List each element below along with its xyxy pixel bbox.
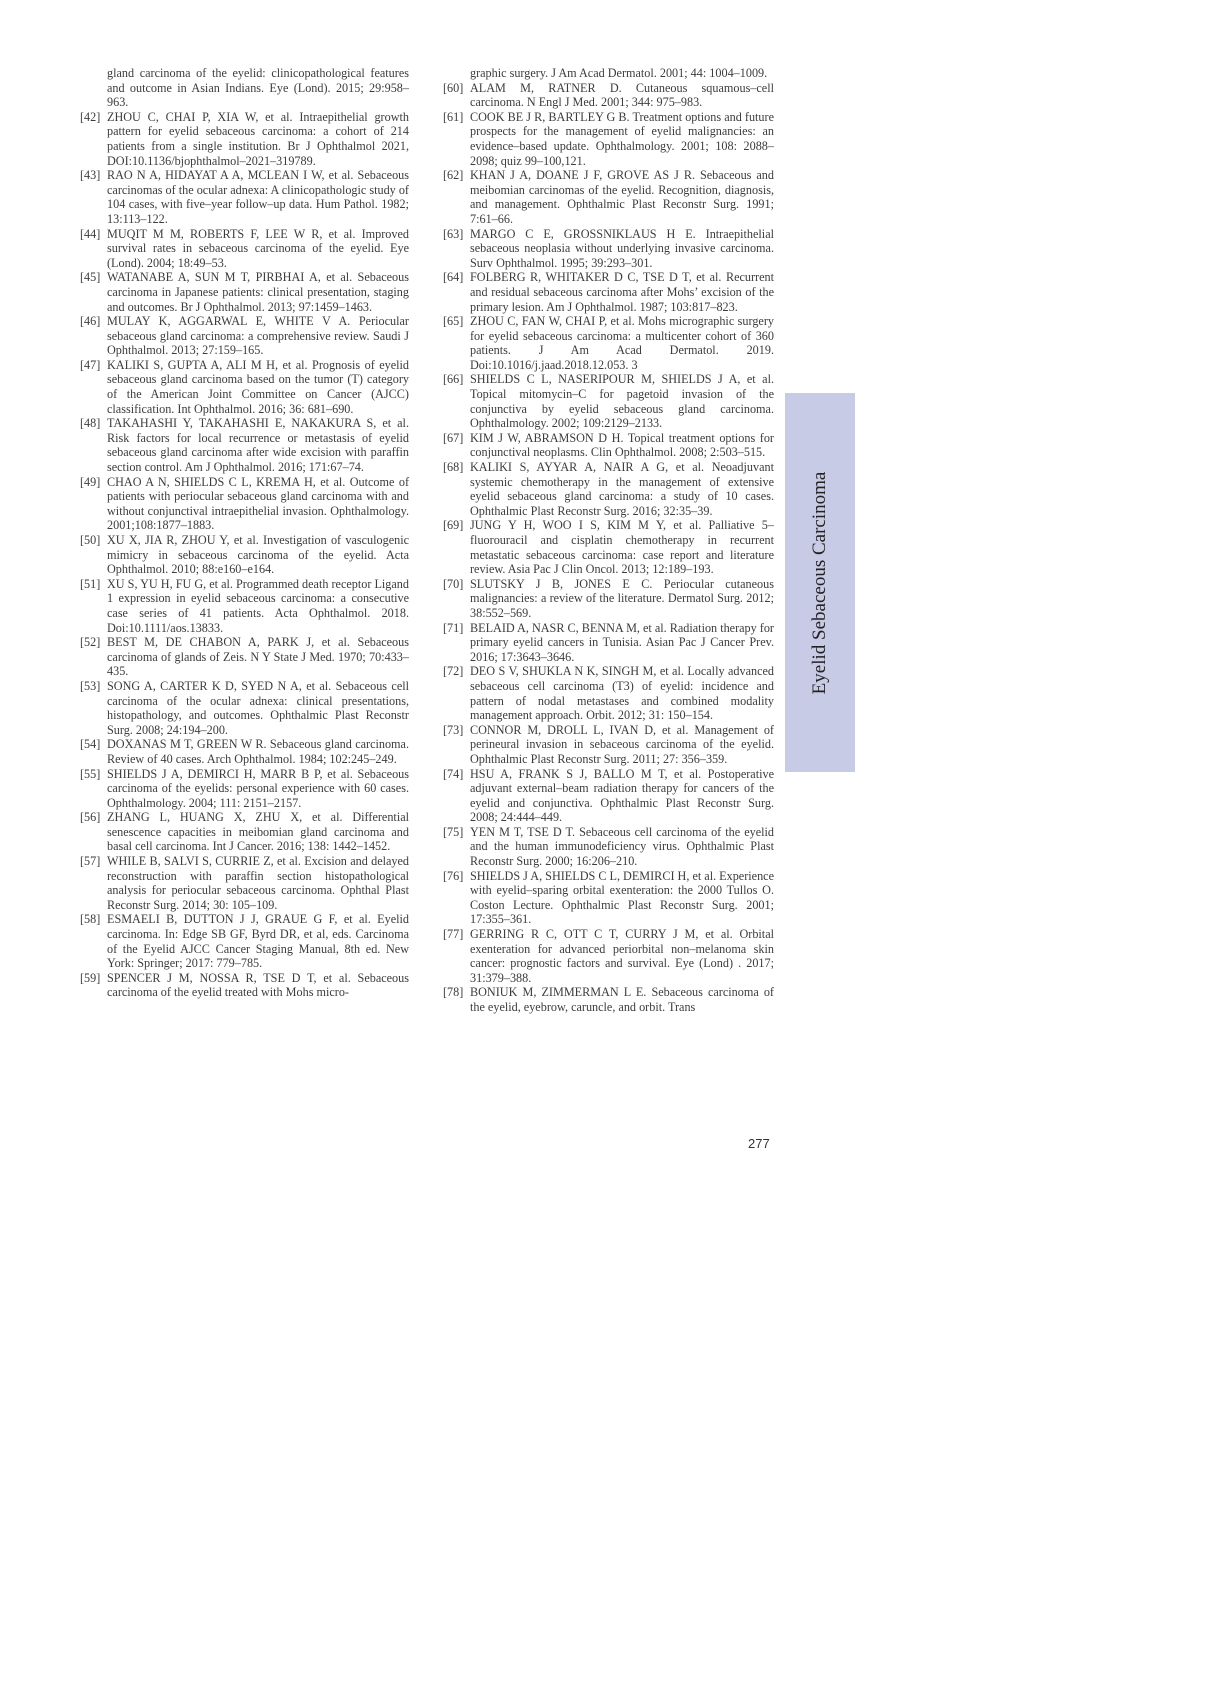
reference-text: KALIKI S, GUPTA A, ALI M H, et al. Prognosis of eyelid sebaceous gland carcinoma based on the tumor (T) category of the American Joint Committee on Cancer (AJCC) classification. Int Ophthalmol. 2016; 36: 681–690. [107, 357, 409, 416]
reference-number: [52] [80, 635, 101, 650]
reference-text: COOK BE J R, BARTLEY G B. Treatment options and future prospects for the management of eyelid malignancies: an evidence–based update. Ophthalmology. 2001; 108: 2088–2098; quiz 99–100,121. [470, 109, 774, 168]
reference-text: ESMAELI B, DUTTON J J, GRAUE G F, et al. Eyelid carcinoma. In: Edge SB GF, Byrd DR, et al, eds. Carcinoma of the Eyelid AJCC Cancer Staging Manual, 8th ed. New York: Springer; 2017: 779–785. [107, 912, 409, 971]
reference-entry [80, 416, 409, 474]
reference-number: [66] [443, 372, 464, 387]
reference-number: [44] [80, 226, 101, 241]
reference-text: YEN M T, TSE D T. Sebaceous cell carcinoma of the eyelid and the human immunodeficiency virus. Ophthalmic Plast Reconstr Surg. 2000; 16:206–210. [470, 824, 774, 869]
reference-number: [59] [80, 970, 101, 985]
reference-number: [49] [80, 474, 101, 489]
reference-number: [69] [443, 518, 464, 533]
reference-number: [48] [80, 416, 101, 431]
reference-entry [80, 270, 409, 314]
reference-text: JUNG Y H, WOO I S, KIM M Y, et al. Palliative 5–fluorouracil and cisplatin chemotherapy in recurrent metastatic sebaceous carcinoma: case report and literature review. Asia Pac J Clin Oncol. 2013; 12:189–193. [470, 518, 774, 577]
reference-number: [58] [80, 912, 101, 927]
reference-number: [61] [443, 109, 464, 124]
reference-number: [55] [80, 766, 101, 781]
reference-number: [71] [443, 620, 464, 635]
reference-entry [80, 314, 409, 358]
reference-number: [46] [80, 314, 101, 329]
reference-entry [80, 971, 409, 1000]
reference-text: SHIELDS C L, NASERIPOUR M, SHIELDS J A, et al. Topical mitomycin–C for pagetoid invasion of the conjunctiva by eyelid sebaceous gland carcinoma. Ophthalmology. 2002; 109:2129–2133. [470, 372, 774, 431]
reference-text: KALIKI S, AYYAR A, NAIR A G, et al. Neoadjuvant systemic chemotherapy in the management of extensive eyelid sebaceous gland carcinoma: a study of 10 cases. Ophthalmic Plast Reconstr Surg. 2016; 32:35–39. [470, 460, 774, 518]
reference-number: [57] [80, 854, 101, 869]
reference-number: [56] [80, 810, 101, 825]
reference-number: [51] [80, 576, 101, 591]
reference-text: ZHANG L, HUANG X, ZHU X, et al. Differential senescence capacities in meibomian gland carcinoma and basal cell carcinoma. Int J Cancer. 2016; 138: 1442–1452. [107, 810, 409, 854]
reference-text: XU S, YU H, FU G, et al. Programmed death receptor Ligand 1 expression in eyelid sebaceous carcinoma: a consecutive case series of 41 patients. Acta Ophthalmol. 2018. Doi:10.1111/aos.13833. [107, 576, 409, 635]
reference-entry [443, 621, 774, 665]
reference-column-left [80, 66, 409, 1000]
reference-entry [443, 927, 774, 985]
reference-number: [43] [80, 168, 101, 183]
reference-entry [80, 679, 409, 737]
section-title: Eyelid Sebaceous Carcinoma [809, 471, 830, 694]
reference-text: CHAO A N, SHIELDS C L, KREMA H, et al. Outcome of patients with periocular sebaceous gland carcinoma with and without conjunctival intraepithelial invasion. Ophthalmology. 2001;108:1877–1883. [107, 474, 409, 533]
reference-entry [443, 518, 774, 576]
reference-number: [75] [443, 824, 464, 839]
reference-entry [80, 635, 409, 679]
reference-entry [80, 912, 409, 970]
reference-entry [80, 475, 409, 533]
reference-entry [443, 372, 774, 430]
reference-entry [80, 66, 409, 110]
reference-number: [78] [443, 985, 464, 1000]
reference-text: BONIUK M, ZIMMERMAN L E. Sebaceous carcinoma of the eyelid, eyebrow, caruncle, and orbit. Trans [470, 985, 774, 1014]
reference-text: ZHOU C, FAN W, CHAI P, et al. Mohs micrographic surgery for eyelid sebaceous carcinoma: a multicenter cohort of 360 patients. J Am Acad Dermatol. 2019. Doi:10.1016/j.jaad.2018.12.053. 3 [470, 314, 774, 372]
reference-text: FOLBERG R, WHITAKER D C, TSE D T, et al. Recurrent and residual sebaceous carcinoma after Mohs’ excision of the primary lesion. Am J Ophthalmol. 1987; 103:817–823. [470, 270, 774, 314]
reference-number: [76] [443, 868, 464, 883]
reference-entry [443, 270, 774, 314]
reference-number: [47] [80, 357, 101, 372]
reference-number: [65] [443, 314, 464, 329]
reference-text: WATANABE A, SUN M T, PIRBHAI A, et al. Sebaceous carcinoma in Japanese patients: clinical presentation, staging and outcomes. Br J Ophthalmol. 2013; 97:1459–1463. [107, 270, 409, 314]
reference-entry [443, 66, 774, 81]
reference-entry [80, 737, 409, 766]
reference-text: graphic surgery. J Am Acad Dermatol. 2001; 44: 1004–1009. [470, 66, 768, 80]
reference-number: [60] [443, 80, 464, 95]
reference-text: DOXANAS M T, GREEN W R. Sebaceous gland carcinoma. Review of 40 cases. Arch Ophthalmol. 1984; 102:245–249. [107, 737, 409, 766]
reference-entry [443, 723, 774, 767]
reference-text: SHIELDS J A, DEMIRCI H, MARR B P, et al. Sebaceous carcinoma of the eyelids: personal experience with 60 cases. Ophthalmology. 2004; 111: 2151–2157. [107, 766, 409, 810]
reference-entry [443, 869, 774, 927]
reference-entry [443, 110, 774, 168]
reference-text: WHILE B, SALVI S, CURRIE Z, et al. Excision and delayed reconstruction with paraffin section histopathological analysis for periocular sebaceous carcinoma. Ophthal Plast Reconstr Surg. 2014; 30: 105–109. [107, 854, 409, 912]
reference-text: DEO S V, SHUKLA N K, SINGH M, et al. Locally advanced sebaceous cell carcinoma (T3) of eyelid: incidence and pattern of nodal metastases and combined modality management approach. Orbit. 2012; 31: 150–154. [470, 664, 774, 723]
reference-text: GERRING R C, OTT C T, CURRY J M, et al. Orbital exenteration for advanced periorbital non–melanoma skin cancer: prognostic factors and survival. Eye (Lond) . 2017; 31:379–388. [470, 927, 774, 985]
reference-entry [80, 110, 409, 168]
reference-entry [443, 825, 774, 869]
reference-text: CONNOR M, DROLL L, IVAN D, et al. Management of perineural invasion in sebaceous carcinoma of the eyelid. Ophthalmic Plast Reconstr Surg. 2011; 27: 356–359. [470, 722, 774, 766]
reference-number: [53] [80, 678, 101, 693]
reference-text: MULAY K, AGGARWAL E, WHITE V A. Periocular sebaceous gland carcinoma: a comprehensive review. Saudi J Ophthalmol. 2013; 27:159–165. [107, 314, 409, 358]
reference-number: [50] [80, 533, 101, 547]
reference-text: MUQIT M M, ROBERTS F, LEE W R, et al. Improved survival rates in sebaceous carcinoma of the eyelid. Eye (Lond). 2004; 18:49–53. [107, 226, 409, 270]
reference-entry [443, 767, 774, 825]
reference-text: ALAM M, RATNER D. Cutaneous squamous–cell carcinoma. N Engl J Med. 2001; 344: 975–983. [470, 80, 774, 110]
reference-number: [74] [443, 766, 464, 781]
reference-text: gland carcinoma of the eyelid: clinicopathological features and outcome in Asian Indians. Eye (Lond). 2015; 29:958–963. [107, 66, 409, 110]
reference-number: [64] [443, 270, 464, 285]
reference-text: ZHOU C, CHAI P, XIA W, et al. Intraepithelial growth pattern for eyelid sebaceous carcinoma: a cohort of 214 patients from a single institution. Br J Ophthalmol 2021, DOI:10.1136/bjophthalmol–2021–319789. [107, 109, 409, 168]
reference-text: HSU A, FRANK S J, BALLO M T, et al. Postoperative adjuvant external–beam radiation therapy for cancers of the eyelid and conjunctiva. Ophthalmic Plast Reconstr Surg. 2008; 24:444–449. [470, 766, 774, 825]
reference-text: XU X, JIA R, ZHOU Y, et al. Investigation of vasculogenic mimicry in sebaceous carcinoma of the eyelid. Acta Ophthalmol. 2010; 88:e160–e164. [107, 533, 409, 577]
reference-number: [45] [80, 270, 101, 285]
reference-number: [77] [443, 927, 464, 942]
reference-text: KHAN J A, DOANE J F, GROVE AS J R. Sebaceous and meibomian carcinomas of the eyelid. Recognition, diagnosis, and management. Ophthalmic Plast Reconstr Surg. 1991; 7:61–66. [470, 168, 774, 226]
reference-number: [54] [80, 737, 101, 752]
reference-text: MARGO C E, GROSSNIKLAUS H E. Intraepithelial sebaceous neoplasia without underlying invasive carcinoma. Surv Ophthalmol. 1995; 39:293–301. [470, 226, 774, 270]
reference-text: SONG A, CARTER K D, SYED N A, et al. Sebaceous cell carcinoma of the ocular adnexa: clinical presentations, histopathology, and outcomes. Ophthalmic Plast Reconstr Surg. 2008; 24:194–200. [107, 678, 409, 737]
reference-entry [80, 577, 409, 635]
reference-text: SPENCER J M, NOSSA R, TSE D T, et al. Sebaceous carcinoma of the eyelid treated with Mohs micro- [107, 970, 409, 1000]
reference-text: KIM J W, ABRAMSON D H. Topical treatment options for conjunctival neoplasms. Clin Ophthalmol. 2008; 2:503–515. [470, 430, 774, 460]
reference-entry [443, 431, 774, 460]
reference-text: TAKAHASHI Y, TAKAHASHI E, NAKAKURA S, et al. Risk factors for local recurrence or metastasis of eyelid sebaceous gland carcinoma after wide excision with paraffin section control. Am J Ophthalmol. 2016; 171:67–74. [107, 416, 409, 475]
section-side-tab [785, 393, 855, 772]
reference-entry [443, 168, 774, 226]
reference-entry [443, 314, 774, 372]
reference-number: [72] [443, 664, 464, 679]
reference-number: [73] [443, 722, 464, 737]
reference-text: SHIELDS J A, SHIELDS C L, DEMIRCI H, et al. Experience with eyelid–sparing orbital exenteration: the 2000 Tullos O. Coston Lecture. Ophthalmic Plast Reconstr Surg. 2001; 17:355–361. [470, 868, 774, 927]
reference-entry [80, 533, 409, 577]
reference-text: SLUTSKY J B, JONES E C. Periocular cutaneous malignancies: a review of the literature. Dermatol Surg. 2012; 38:552–569. [470, 576, 774, 620]
reference-text: RAO N A, HIDAYAT A A, MCLEAN I W, et al. Sebaceous carcinomas of the ocular adnexa: A clinicopathologic study of 104 cases, with five–year follow–up data. Hum Pathol. 1982; 13:113–122. [107, 168, 409, 226]
reference-column-right [443, 66, 774, 1015]
reference-number: [67] [443, 430, 464, 445]
reference-number: [68] [443, 460, 464, 475]
page-number: 277 [748, 1136, 770, 1151]
reference-entry [80, 767, 409, 811]
reference-text: BELAID A, NASR C, BENNA M, et al. Radiation therapy for primary eyelid cancers in Tunisia. Asian Pac J Cancer Prev. 2016; 17:3643–3646. [470, 620, 774, 664]
reference-entry [80, 854, 409, 912]
reference-entry [443, 460, 774, 518]
reference-number: [42] [80, 109, 101, 124]
reference-number: [63] [443, 226, 464, 241]
reference-entry [443, 577, 774, 621]
reference-entry [80, 810, 409, 854]
reference-text: BEST M, DE CHABON A, PARK J, et al. Sebaceous carcinoma of glands of Zeis. N Y State J Med. 1970; 70:433–435. [107, 635, 409, 679]
reference-entry [80, 168, 409, 226]
reference-entry [443, 81, 774, 110]
reference-number: [70] [443, 576, 464, 591]
reference-entry [80, 227, 409, 271]
reference-entry [443, 664, 774, 722]
reference-entry [80, 358, 409, 416]
reference-entry [443, 227, 774, 271]
reference-entry [443, 985, 774, 1014]
reference-number: [62] [443, 168, 464, 183]
